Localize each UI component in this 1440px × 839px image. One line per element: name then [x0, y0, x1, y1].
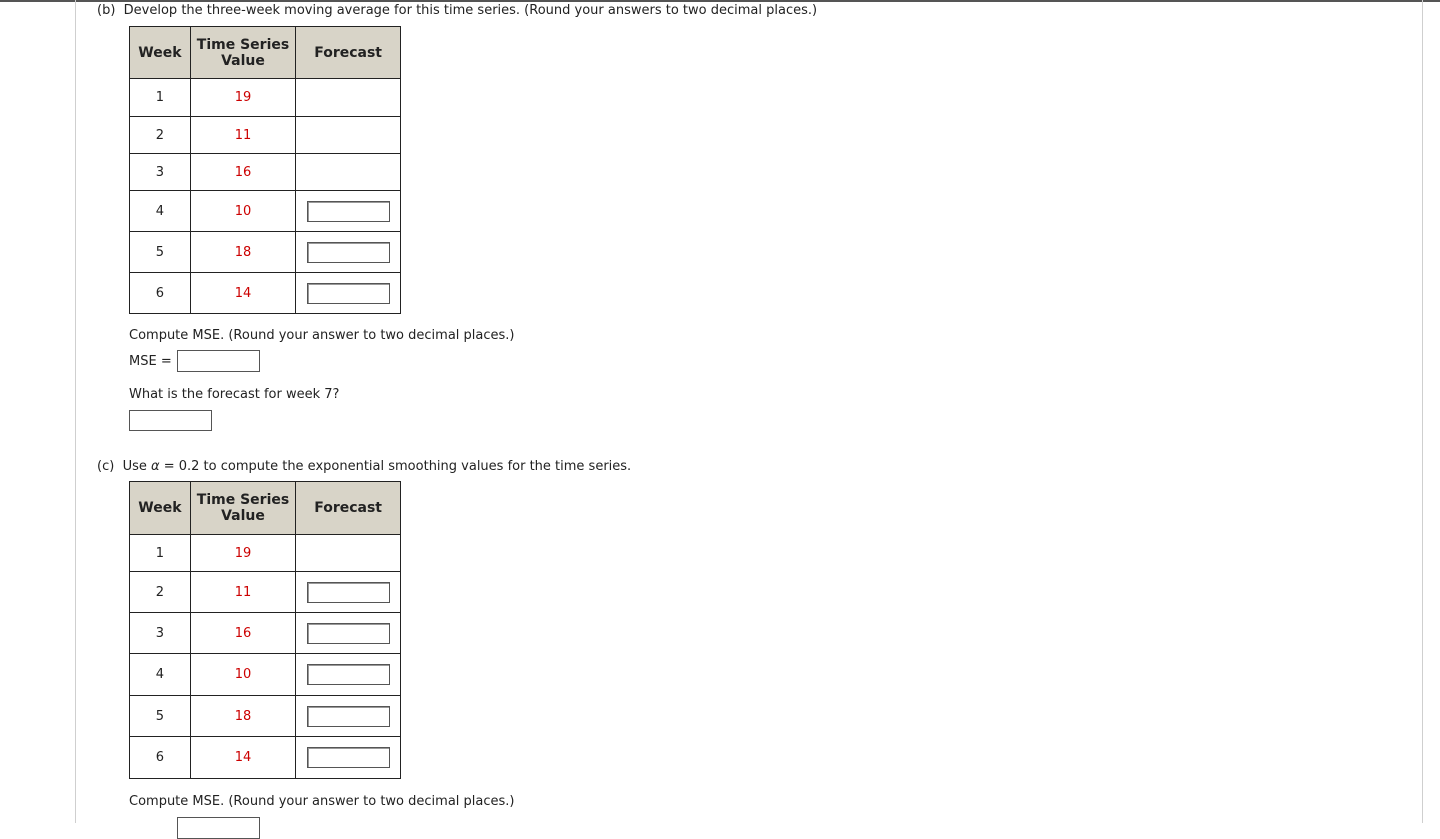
forecast-cell-empty [296, 79, 401, 117]
value-cell: 10 [190, 654, 295, 696]
value-cell: 14 [190, 737, 295, 779]
table-row [130, 535, 401, 572]
table-row [130, 117, 401, 154]
part-c-letter: (c) [97, 459, 115, 474]
forecast-input-week-6[interactable] [307, 283, 390, 304]
smoothing-input-week-4[interactable] [307, 664, 390, 685]
week-cell: 5 [130, 696, 191, 737]
mse-input-c[interactable] [177, 817, 260, 839]
value-cell: 18 [190, 232, 295, 273]
forecast-cell [296, 737, 401, 779]
value-cell: 19 [190, 535, 295, 572]
forecast-header: Forecast [296, 482, 401, 535]
forecast-input-week-4[interactable] [307, 201, 390, 222]
header-line-2: Value [221, 508, 265, 524]
value-cell: 10 [190, 191, 295, 232]
table-row [130, 273, 401, 314]
part-b-instruction: Develop the three-week moving average for this time series. (Round your answers to two decimal places.) [123, 3, 818, 18]
table-row [130, 191, 401, 232]
table-row [130, 79, 401, 117]
week-cell: 6 [130, 737, 191, 779]
smoothing-input-week-5[interactable] [307, 706, 390, 727]
table-row [130, 737, 401, 779]
part-b-letter: (b) [97, 3, 116, 18]
header-line-1: Time Series [196, 36, 290, 53]
value-cell: 14 [190, 273, 295, 314]
forecast-cell [296, 191, 401, 232]
week-cell: 2 [130, 117, 191, 154]
top-border [0, 0, 1440, 2]
smoothing-input-week-3[interactable] [307, 623, 390, 644]
time-series-value-header [190, 482, 295, 535]
forecast-input-week-5[interactable] [307, 242, 390, 263]
forecast-cell [296, 613, 401, 654]
forecast-cell-empty [296, 117, 401, 154]
part-c-heading [97, 459, 631, 474]
week-cell: 1 [130, 535, 191, 572]
week-cell: 3 [130, 613, 191, 654]
smoothing-input-week-2[interactable] [307, 582, 390, 603]
part-c-instruction-pre: Use [122, 459, 147, 474]
table-row [130, 654, 401, 696]
content-frame-left [75, 0, 76, 823]
week-cell: 4 [130, 191, 191, 232]
forecast-cell-empty [296, 154, 401, 191]
forecast-cell [296, 654, 401, 696]
table-row [130, 572, 401, 613]
value-cell: 19 [190, 79, 295, 117]
mse-input-b[interactable] [177, 350, 260, 372]
time-series-value-header [190, 27, 295, 79]
header-line-2: Value [221, 52, 265, 69]
table-row [130, 154, 401, 191]
smoothing-input-week-6[interactable] [307, 747, 390, 768]
week-cell: 1 [130, 79, 191, 117]
week-cell: 2 [130, 572, 191, 613]
part-b-heading [97, 3, 817, 18]
week7-forecast-input[interactable] [129, 410, 212, 431]
value-cell: 18 [190, 696, 295, 737]
value-cell: 11 [190, 117, 295, 154]
table-row [130, 232, 401, 273]
forecast-cell [296, 273, 401, 314]
exponential-smoothing-table [129, 481, 401, 779]
table-row [130, 613, 401, 654]
content-frame-right [1422, 0, 1423, 823]
value-cell: 16 [190, 154, 295, 191]
mse-prompt-c: Compute MSE. (Round your answer to two decimal places.) [129, 794, 515, 809]
week-cell: 4 [130, 654, 191, 696]
header-line-1: Time Series [196, 492, 290, 508]
week-cell: 5 [130, 232, 191, 273]
week-cell: 3 [130, 154, 191, 191]
forecast-cell [296, 696, 401, 737]
mse-label-b: MSE = [129, 354, 172, 369]
part-c-instruction-post: = 0.2 to compute the exponential smoothing values for the time series. [163, 459, 632, 474]
alpha-symbol: α [151, 459, 160, 474]
forecast-header: Forecast [296, 27, 401, 79]
week-header: Week [130, 482, 191, 535]
week-cell: 6 [130, 273, 191, 314]
week7-prompt: What is the forecast for week 7? [129, 387, 340, 402]
table-row [130, 696, 401, 737]
value-cell: 16 [190, 613, 295, 654]
mse-prompt-b: Compute MSE. (Round your answer to two decimal places.) [129, 328, 515, 343]
value-cell: 11 [190, 572, 295, 613]
forecast-cell-empty [296, 535, 401, 572]
forecast-cell [296, 572, 401, 613]
moving-average-table [129, 26, 401, 314]
forecast-cell [296, 232, 401, 273]
week-header: Week [130, 27, 191, 79]
